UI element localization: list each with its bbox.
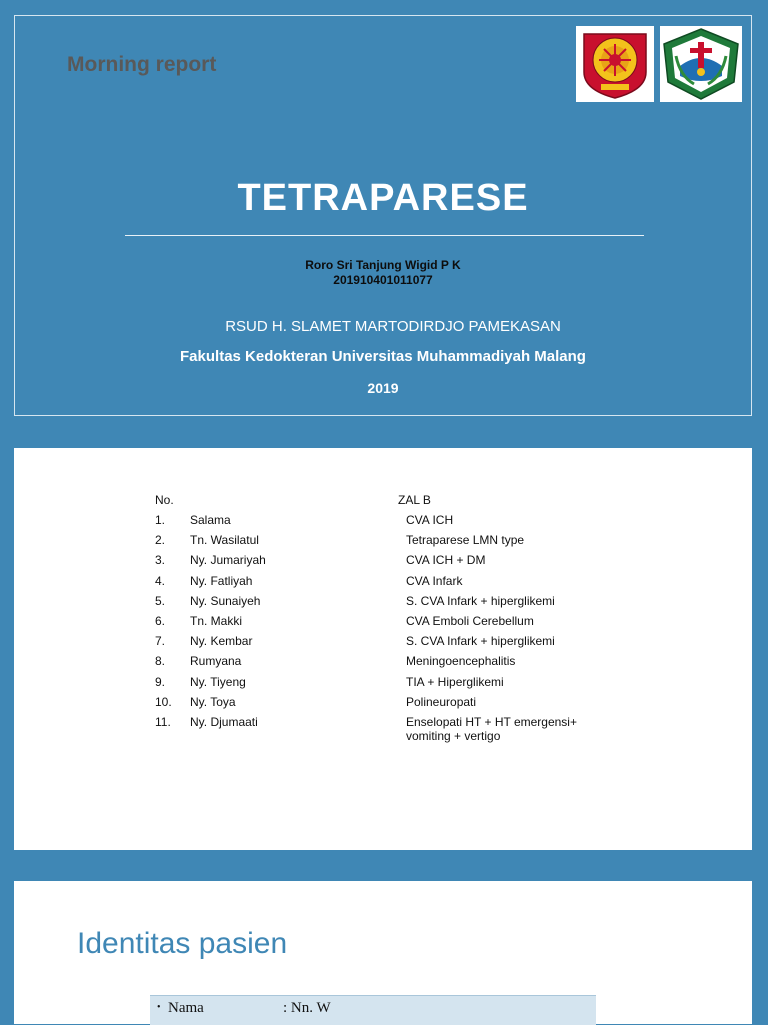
author-block	[15, 258, 751, 288]
report-year: 2019	[367, 380, 399, 396]
list-item	[155, 574, 655, 594]
row-number: 8.	[155, 654, 166, 669]
list-item	[155, 714, 655, 743]
diagnosis: CVA ICH + DM	[406, 553, 486, 568]
list-item	[155, 553, 655, 573]
patient-name: Ny. Jumariyah	[190, 553, 266, 568]
list-item	[155, 594, 655, 614]
diagnosis: Enselopati HT + HT emergensi+ vomiting + vertigo	[406, 714, 577, 743]
patient-name: Ny. Djumaati	[190, 714, 258, 729]
pamekasan-logo-icon	[660, 26, 742, 102]
list-item	[155, 654, 655, 674]
list-item	[155, 695, 655, 715]
column-header-no: No.	[155, 493, 174, 507]
bullet-icon: •	[157, 1002, 161, 1013]
row-number: 11.	[155, 714, 171, 729]
row-number: 3.	[155, 553, 166, 568]
umm-logo-icon	[576, 26, 654, 102]
title-divider	[125, 235, 644, 236]
list-item	[155, 513, 655, 533]
field-label: Nama	[168, 1000, 204, 1016]
slide-title: TETRAPARESE	[237, 177, 529, 219]
morning-report-label: Morning report	[67, 53, 217, 76]
patient-name: Ny. Fatliyah	[190, 573, 253, 588]
row-number: 10.	[155, 694, 172, 709]
field-value: : Nn. W	[283, 1000, 331, 1016]
patient-name: Tn. Wasilatul	[190, 533, 259, 548]
diagnosis: CVA Emboli Cerebellum	[406, 613, 534, 628]
patient-name: Salama	[190, 513, 231, 527]
identity-title: Identitas pasien	[77, 927, 288, 960]
student-id: 201910401011077	[333, 273, 433, 287]
diagnosis: S. CVA Infark + hiperglikemi	[406, 593, 555, 608]
row-number: 6.	[155, 613, 166, 628]
hospital-name: RSUD H. SLAMET MARTODIRDJO PAMEKASAN	[225, 318, 561, 335]
patient-name: Ny. Toya	[190, 694, 236, 709]
cover-slide	[14, 15, 752, 416]
diagnosis: TIA + Hiperglikemi	[406, 674, 504, 689]
patient-name: Ny. Sunaiyeh	[190, 593, 261, 608]
diagnosis: CVA Infark	[406, 573, 463, 588]
patient-name: Ny. Tiyeng	[190, 674, 246, 689]
row-number: 2.	[155, 533, 166, 548]
patient-name: Ny. Kembar	[190, 634, 253, 649]
list-item	[155, 614, 655, 634]
list-item	[155, 675, 655, 695]
diagnosis: CVA ICH	[406, 513, 454, 527]
row-number: 9.	[155, 674, 166, 689]
row-number: 4.	[155, 573, 166, 588]
identity-slide	[14, 881, 752, 1024]
identity-table-row	[150, 995, 596, 1025]
list-item	[155, 533, 655, 553]
patient-name: Rumyana	[190, 654, 242, 669]
row-number: 1.	[155, 513, 166, 527]
author-name: Roro Sri Tanjung Wigid P K	[305, 258, 461, 272]
diagnosis: Meningoencephalitis	[406, 654, 516, 669]
diagnosis: S. CVA Infark + hiperglikemi	[406, 634, 555, 649]
faculty-name: Fakultas Kedokteran Universitas Muhammadiyah Malang	[180, 348, 586, 365]
row-number: 7.	[155, 634, 166, 649]
diagnosis: Tetraparese LMN type	[406, 533, 525, 548]
diagnosis: Polineuropati	[406, 694, 477, 709]
column-header-ward: ZAL B	[398, 493, 431, 507]
row-number: 5.	[155, 593, 166, 608]
patient-name: Tn. Makki	[190, 613, 243, 628]
patient-list-slide	[14, 448, 752, 850]
patient-rows	[155, 513, 655, 743]
list-item	[155, 634, 655, 654]
